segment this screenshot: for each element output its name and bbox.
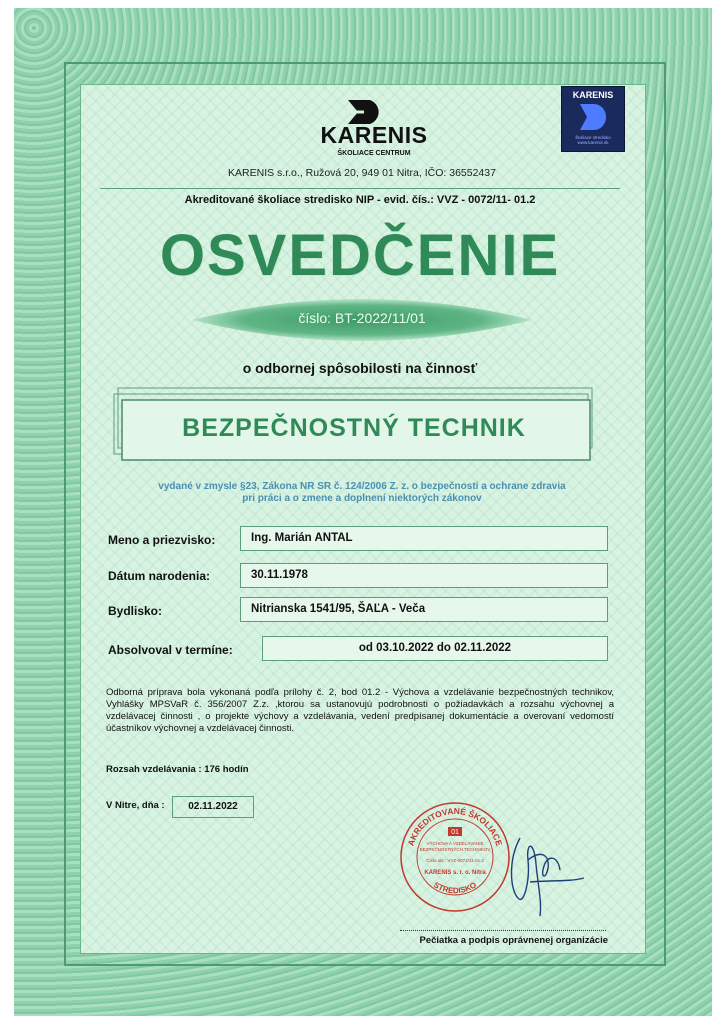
stamp-bottom-text: STREDISKO: [431, 880, 479, 896]
official-stamp: [398, 800, 512, 914]
law-line-2: pri práci a o zmene a doplnení niektorých zákonov: [242, 493, 482, 504]
training-scope: Rozsah vzdelávania : 176 hodín: [106, 764, 249, 775]
accreditation-line: Akreditované školiace stredisko NIP - evid. čís.: VVZ - 0072/11- 01.2: [184, 194, 536, 206]
stamp-line-2: BEZPEČNOSTNÝCH TECHNIKOV: [419, 847, 491, 852]
signature-caption: Pečiatka a podpis oprávnenej organizácie: [419, 935, 608, 946]
law-line-1: vydané v zmysle §23, Zákona NR SR č. 124/2006 Z. z. o bezpečnosti a ochrane zdravia: [158, 481, 566, 492]
term-value: od 03.10.2022 do 02.11.2022: [262, 636, 608, 661]
badge-text: školiace stredisko www.karenis.sk: [575, 135, 611, 145]
law-reference: [112, 481, 612, 505]
karenis-badge: [561, 86, 625, 152]
signature-line: [400, 930, 606, 932]
stamp-line-4: KARENIS s. r. o. Nitra: [424, 870, 486, 876]
stamp-line-1: VÝCHOVA A VZDELÁVANIE: [426, 841, 484, 846]
certificate-number: číslo: BT-2022/11/01: [298, 310, 426, 326]
stamp-code: 01: [451, 829, 459, 836]
logo-name: KARENIS: [320, 122, 428, 148]
divider: [100, 188, 620, 189]
legal-paragraph: Odborná príprava bola vykonaná podľa prílohy č. 2, bod 01.2 - Výchova a vzdelávanie bezpečnostných technikov, Vyhlášky MPSVaR č. 356/2007 Z.z. ,ktorou sa ustanovujú podrobnosti o požiadavkách a rozsahu výchovnej a vzdelávacej činnosti , o projekte výchovy a vzdelávania, vedení predpísanej dokumentácie a overovaní vedomostí účastníkov výchovnej a vzdelávacej činnosti.: [106, 687, 614, 734]
profession-title: BEZPEČNOSTNÝ TECHNIK: [182, 414, 526, 442]
place-label: V Nitre, dňa :: [106, 800, 165, 811]
address-label: Bydlisko:: [108, 604, 163, 618]
stamp-top-text: AKREDITOVANÉ ŠKOLIACE: [405, 805, 505, 848]
certificate-title: OSVEDČENIE: [159, 223, 561, 288]
birthdate-value: 30.11.1978: [240, 563, 608, 588]
birthdate-label: Dátum narodenia:: [108, 569, 211, 583]
badge-title: KARENIS: [572, 90, 614, 100]
name-value: Ing. Marián ANTAL: [240, 526, 608, 551]
logo-tagline: ŠKOLIACE CENTRUM: [337, 150, 411, 157]
term-label: Absolvoval v termíne:: [108, 643, 233, 657]
name-label: Meno a priezvisko:: [108, 533, 216, 547]
badge-logo-icon: [576, 102, 610, 132]
handwritten-signature: [500, 820, 586, 920]
address-value: Nitrianska 1541/95, ŠAĽA - Veča: [240, 597, 608, 622]
svg-text:STREDISKO: [432, 880, 478, 895]
issue-date: 02.11.2022: [172, 796, 254, 818]
certificate-subtitle: o odbornej spôsobilosti na činnosť: [242, 360, 478, 376]
stamp-line-3: Číslo akr.: VVZ-0072/11-01.2: [426, 858, 484, 863]
company-address: KARENIS s.r.o., Ružová 20, 949 01 Nitra, IČO: 36552437: [228, 167, 496, 179]
